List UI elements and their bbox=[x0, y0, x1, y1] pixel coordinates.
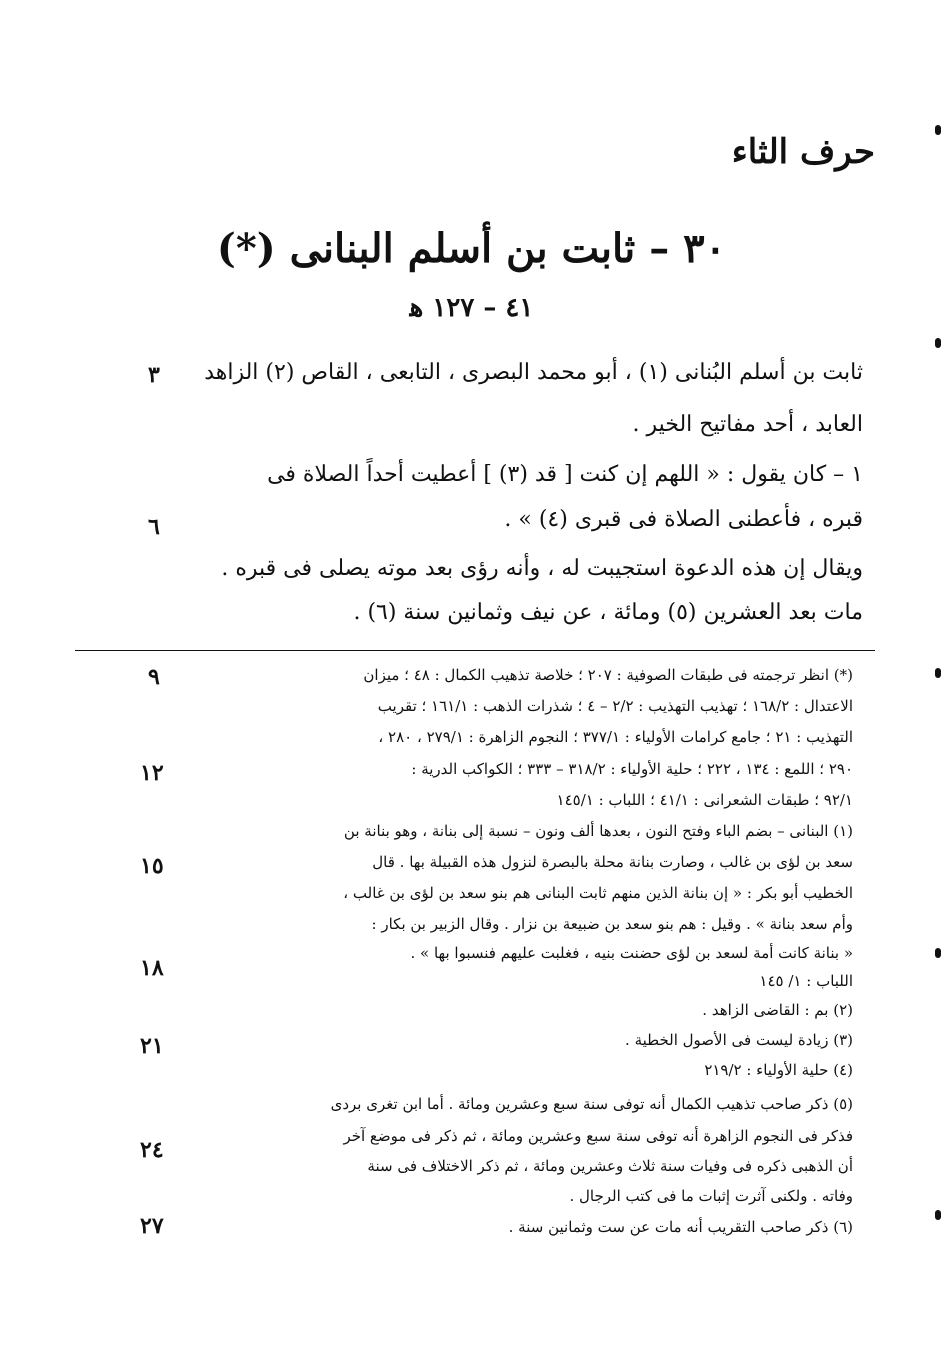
line-number: ١٢ bbox=[140, 760, 164, 786]
line-number: ٢٤ bbox=[140, 1137, 164, 1163]
line-number: ١٨ bbox=[140, 955, 164, 981]
footnote-line: (٥) ذكر صاحب تذهيب الكمال أنه توفى سنة سبع وعشرين ومائة . أما ابن تغرى بردى bbox=[330, 1095, 853, 1113]
footnote-line: (٢) بم : القاضى الزاهد . bbox=[702, 1001, 853, 1019]
body-line-1: ثابت بن أسلم البُنانى (١) ، أبو محمد البصرى ، التابعى ، القاص (٢) الزاهد bbox=[204, 360, 863, 385]
footnote-line: الخطيب أبو بكر : « إن بنانة الذين منهم ثابت البنانى هم بنو سعد بن لؤى بن غالب ، bbox=[343, 884, 853, 902]
line-number: ٣ bbox=[148, 362, 160, 388]
footnote-line: اللباب : ١/ ١٤٥ bbox=[759, 972, 853, 990]
footnote-line: سعد بن لؤى بن غالب ، وصارت بنانة محلة بالبصرة لنزول هذه القبيلة بها . قال bbox=[372, 853, 853, 871]
footnote-line: وفاته . ولكنى آثرت إثبات ما فى كتب الرجال . bbox=[569, 1187, 853, 1205]
footnote-line: (٤) حلية الأولياء : ٢١٩/٢ bbox=[704, 1061, 853, 1079]
footnote-line: فذكر فى النجوم الزاهرة أنه توفى سنة سبع وعشرين ومائة ، ثم ذكر فى موضع آخر bbox=[343, 1127, 853, 1145]
body-line-2: العابد ، أحد مفاتيح الخير . bbox=[632, 412, 863, 437]
margin-mark bbox=[935, 948, 941, 958]
footnote-line: « بنانة كانت أمة لسعد بن لؤى حضنت بنيه ، فغلبت عليهم فنسبوا بها » . bbox=[410, 944, 853, 962]
footnote-line: ٩٢/١ ؛ طبقات الشعرانى : ٤١/١ ؛ اللباب : ١٤٥/١ bbox=[556, 791, 853, 809]
entry-years: ٤١ – ١٢٧ ﻫ bbox=[409, 293, 534, 323]
margin-mark bbox=[935, 1210, 941, 1220]
body-line-6: مات بعد العشرين (٥) ومائة ، عن نيف وثمانين سنة (٦) . bbox=[353, 600, 863, 625]
margin-mark bbox=[935, 125, 941, 135]
line-number: ٢١ bbox=[140, 1033, 164, 1059]
footnote-separator bbox=[75, 650, 875, 651]
margin-mark bbox=[935, 338, 941, 348]
entry-title: ٣٠ – ثابت بن أسلم البنانى (*) bbox=[216, 225, 727, 272]
footnote-line: وأم سعد بنانة » . وقيل : هم بنو سعد بن ضبيعة بن نزار . وقال الزبير بن بكار : bbox=[371, 915, 853, 933]
section-heading: حرف الثاء bbox=[731, 132, 875, 172]
footnote-line: (٣) زيادة ليست فى الأصول الخطية . bbox=[625, 1031, 853, 1049]
line-number: ٢٧ bbox=[140, 1213, 164, 1239]
body-line-4: قبره ، فأعطنى الصلاة فى قبرى (٤) » . bbox=[504, 507, 863, 532]
footnote-line: (*) انظر ترجمته فى طبقات الصوفية : ٢٠٧ ؛ خلاصة تذهيب الكمال : ٤٨ ؛ ميزان bbox=[363, 666, 853, 684]
footnote-line: أن الذهبى ذكره فى وفيات سنة ثلاث وعشرين ومائة ، ثم ذكر الاختلاف فى سنة bbox=[367, 1157, 853, 1175]
footnote-line: الاعتدال : ١٦٨/٢ ؛ تهذيب التهذيب : ٢/٢ – ٤ ؛ شذرات الذهب : ١٦١/١ ؛ تقريب bbox=[377, 697, 853, 715]
footnote-line: ٢٩٠ ؛ اللمع : ١٣٤ ، ٢٢٢ ؛ حلية الأولياء : ٣١٨/٢ – ٣٣٣ ؛ الكواكب الدرية : bbox=[411, 760, 853, 778]
line-number: ٩ bbox=[148, 664, 160, 690]
body-line-5: ويقال إن هذه الدعوة استجيبت له ، وأنه رؤى بعد موته يصلى فى قبره . bbox=[221, 556, 863, 581]
footnote-line: التهذيب : ٢١ ؛ جامع كرامات الأولياء : ٣٧٧/١ ؛ النجوم الزاهرة : ٢٧٩/١ ، ٢٨٠ ، bbox=[378, 728, 853, 746]
footnote-line: (١) البنانى – بضم الباء وفتح النون ، بعدها ألف ونون – نسبة إلى بنانة ، وهو بنانة بن bbox=[343, 822, 853, 840]
line-number: ١٥ bbox=[140, 853, 164, 879]
body-line-3: ١ – كان يقول : « اللهم إن كنت [ قد (٣) ] أعطيت أحداً الصلاة فى bbox=[267, 462, 863, 487]
margin-mark bbox=[935, 668, 941, 678]
footnote-line: (٦) ذكر صاحب التقريب أنه مات عن ست وثمانين سنة . bbox=[508, 1218, 853, 1236]
line-number: ٦ bbox=[148, 514, 160, 540]
